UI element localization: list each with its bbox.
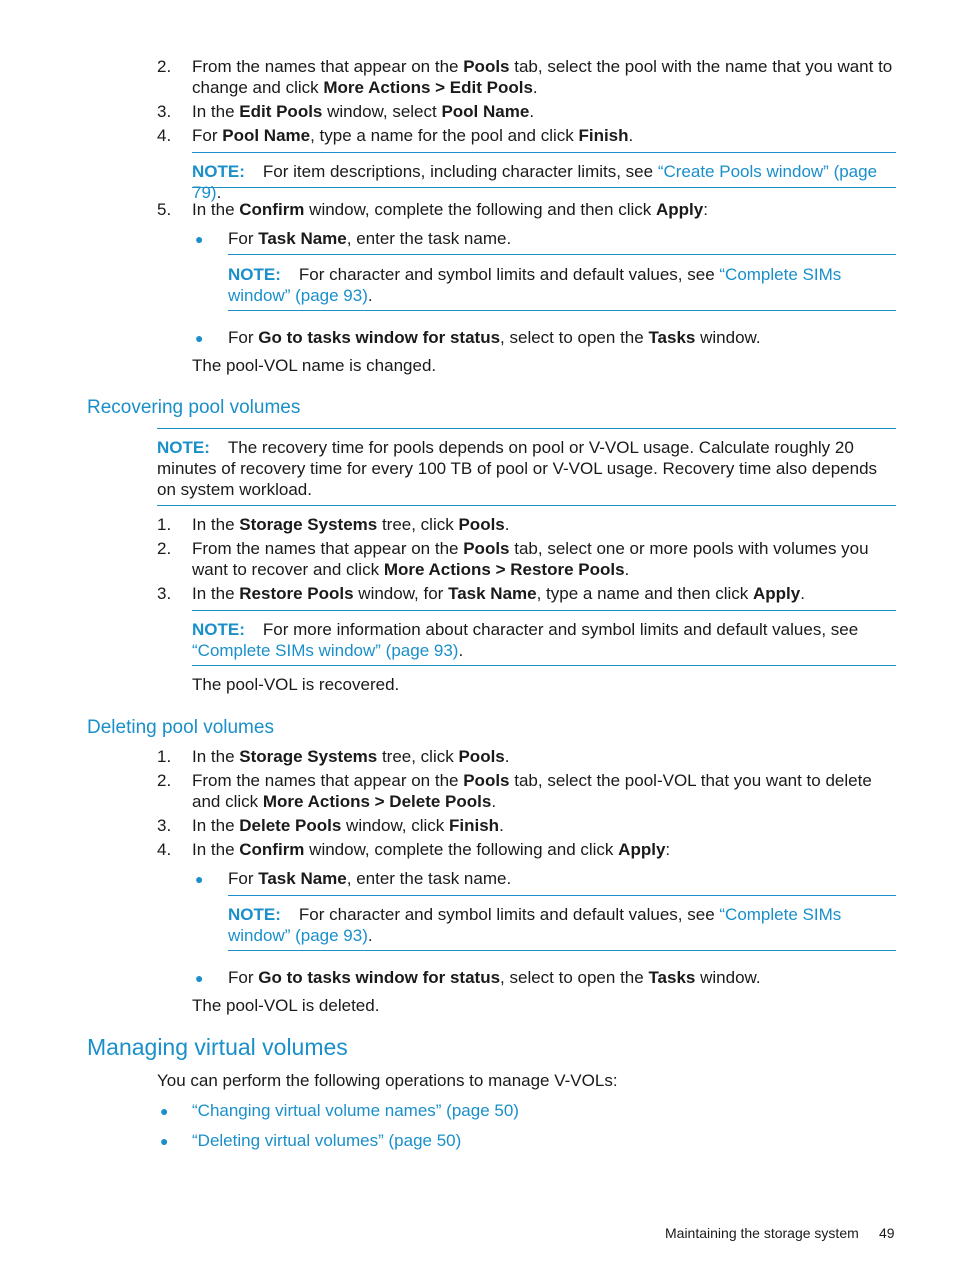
complete-sims-link[interactable]: “Complete SIMs window” (page 93) bbox=[228, 265, 842, 305]
bullet-dot-icon: ● bbox=[195, 871, 204, 887]
step-number: 4. bbox=[157, 840, 172, 859]
note-rule-bottom bbox=[192, 665, 896, 666]
step-number: 2. bbox=[157, 771, 172, 790]
bullet-dot-icon: ● bbox=[195, 231, 204, 247]
step-number: 5. bbox=[157, 200, 172, 219]
create-pools-link[interactable]: “Create Pools window” (page 79) bbox=[192, 162, 878, 202]
note-rule-top bbox=[228, 254, 896, 255]
result-text: The pool-VOL is recovered. bbox=[192, 675, 400, 694]
note-rule-bottom bbox=[157, 505, 896, 506]
bullet-dot-icon: ● bbox=[195, 330, 204, 346]
note-rule-top bbox=[192, 152, 896, 153]
note-box: NOTE: For more information about character and symbol limits and default values, see “Complete SIMs window” (page 93). bbox=[192, 620, 859, 660]
note-rule-top bbox=[157, 428, 896, 429]
note-box: NOTE: For character and symbol limits and default values, see “Complete SIMs window” (page 93). bbox=[228, 905, 842, 945]
step-number: 4. bbox=[157, 126, 172, 145]
footer-section-title: Maintaining the storage system bbox=[665, 1225, 859, 1241]
note-rule-bottom bbox=[228, 310, 896, 311]
step-text: In the Storage Systems tree, click Pools. bbox=[192, 747, 510, 766]
step-text: From the names that appear on the Pools tab, select the pool with the name that you want to change and click More Actions > Edit Pools. bbox=[192, 57, 893, 97]
step-text: From the names that appear on the Pools tab, select the pool-VOL that you want to delete and click More Actions > Delete Pools. bbox=[192, 771, 872, 811]
page-number: 49 bbox=[879, 1225, 895, 1241]
step-number: 2. bbox=[157, 539, 172, 558]
step-text: In the Storage Systems tree, click Pools. bbox=[192, 515, 510, 534]
bullet-text: For Go to tasks window for status, select to open the Tasks window. bbox=[228, 328, 761, 347]
note-box: NOTE: The recovery time for pools depends on pool or V-VOL usage. Calculate roughly 20 minutes of recovery time for every 100 TB of pool or V-VOL usage. Recovery time also depends on system workload. bbox=[157, 438, 878, 499]
result-text: The pool-VOL is deleted. bbox=[192, 996, 380, 1015]
step-number: 1. bbox=[157, 747, 172, 766]
step-number: 2. bbox=[157, 57, 172, 76]
step-text: In the Confirm window, complete the following and then click Apply: bbox=[192, 200, 708, 219]
bullet-dot-icon: ● bbox=[160, 1133, 169, 1149]
note-rule-bottom bbox=[228, 950, 896, 951]
bullet-text: For Task Name, enter the task name. bbox=[228, 869, 512, 888]
note-rule-top bbox=[228, 895, 896, 896]
step-text: For Pool Name, type a name for the pool and click Finish. bbox=[192, 126, 634, 145]
note-box: NOTE: For item descriptions, including character limits, see “Create Pools window” (page 79). bbox=[192, 162, 878, 202]
intro-text: You can perform the following operations to manage V-VOLs: bbox=[157, 1071, 618, 1090]
step-text: From the names that appear on the Pools tab, select one or more pools with volumes you want to recover and click More Actions > Restore Pools. bbox=[192, 539, 869, 579]
bullet-text: For Task Name, enter the task name. bbox=[228, 229, 512, 248]
deleting-volumes-link[interactable]: “Deleting virtual volumes” (page 50) bbox=[192, 1131, 462, 1150]
step-text: In the Restore Pools window, for Task Name, type a name and then click Apply. bbox=[192, 584, 805, 603]
section-heading-recovering: Recovering pool volumes bbox=[87, 397, 301, 418]
step-text: In the Edit Pools window, select Pool Name. bbox=[192, 102, 535, 121]
section-heading-virtual: Managing virtual volumes bbox=[87, 1034, 348, 1060]
result-text: The pool-VOL name is changed. bbox=[192, 356, 437, 375]
bullet-text: For Go to tasks window for status, select to open the Tasks window. bbox=[228, 968, 761, 987]
complete-sims-link[interactable]: “Complete SIMs window” (page 93) bbox=[228, 905, 842, 945]
bullet-dot-icon: ● bbox=[195, 970, 204, 986]
step-number: 3. bbox=[157, 584, 172, 603]
note-rule-top bbox=[192, 610, 896, 611]
step-number: 3. bbox=[157, 102, 172, 121]
step-text: In the Confirm window, complete the following and click Apply: bbox=[192, 840, 671, 859]
note-rule-bottom bbox=[192, 187, 896, 188]
step-text: In the Delete Pools window, click Finish. bbox=[192, 816, 504, 835]
section-heading-deleting: Deleting pool volumes bbox=[87, 717, 274, 738]
step-number: 1. bbox=[157, 515, 172, 534]
complete-sims-link[interactable]: “Complete SIMs window” (page 93) bbox=[192, 641, 459, 660]
note-box: NOTE: For character and symbol limits and default values, see “Complete SIMs window” (page 93). bbox=[228, 265, 842, 305]
changing-names-link[interactable]: “Changing virtual volume names” (page 50) bbox=[192, 1101, 519, 1120]
bullet-dot-icon: ● bbox=[160, 1103, 169, 1119]
step-number: 3. bbox=[157, 816, 172, 835]
